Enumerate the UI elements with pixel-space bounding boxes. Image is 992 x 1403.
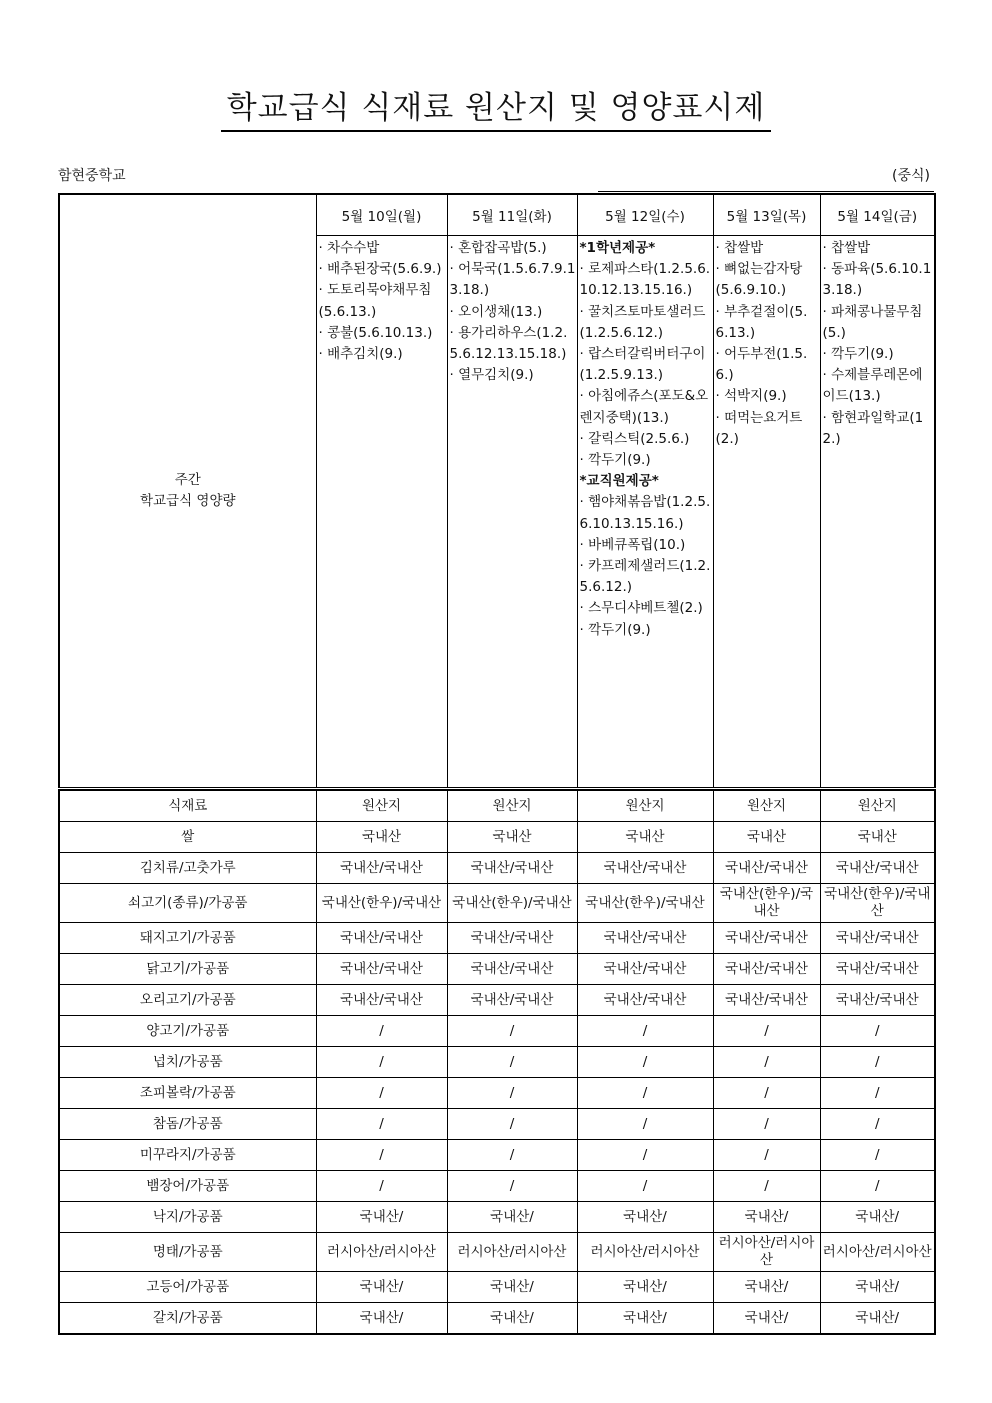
origin-value: / <box>447 1078 577 1109</box>
menu-item: · 배추된장국(5.6.9.) <box>318 261 442 278</box>
origin-value: 국내산/ <box>447 1272 577 1303</box>
origin-value: 러시아산/러시아산 <box>577 1233 713 1272</box>
menu-item: · 부추겉절이(5.6.13.) <box>715 303 808 341</box>
origin-value: 국내산/ <box>820 1272 935 1303</box>
menu-item: · 스무디샤베트첼(2.) <box>579 600 703 617</box>
origin-value: 국내산 <box>577 822 713 853</box>
meal-type: (중식) <box>892 168 930 184</box>
menu-item: · 차수수밥 <box>318 240 380 256</box>
origin-value: 국내산/국내산 <box>820 954 935 985</box>
nutrition-label-line1: 주간 <box>174 472 201 488</box>
origin-value: / <box>316 1109 447 1140</box>
menu-item: · 혼합잡곡밥(5.) <box>449 240 547 256</box>
origin-value: 국내산/국내산 <box>713 853 820 884</box>
menu-item: · 함현과일학교(12.) <box>822 409 924 447</box>
menu-cell <box>820 236 935 789</box>
origin-value: 국내산/ <box>713 1272 820 1303</box>
ingredient-name: 쌀 <box>59 822 316 853</box>
origin-value: 국내산 <box>316 822 447 853</box>
origin-value: 국내산/ <box>316 1202 447 1233</box>
ingredient-name: 닭고기/가공품 <box>59 954 316 985</box>
day-header: 5월 10일(월) <box>316 194 447 236</box>
origin-value: / <box>577 1109 713 1140</box>
origin-value: / <box>820 1078 935 1109</box>
menu-item: · 콩불(5.6.10.13.) <box>318 324 433 341</box>
origin-value: / <box>820 1016 935 1047</box>
menu-item: · 어두부전(1.5.6.) <box>715 346 808 384</box>
menu-item: · 갈릭스틱(2.5.6.) <box>579 430 690 447</box>
origin-value: 국내산/국내산 <box>713 923 820 954</box>
origin-value: 국내산/ <box>820 1202 935 1233</box>
origin-value: 국내산/ <box>447 1202 577 1233</box>
ingredient-row <box>59 884 935 923</box>
origin-value: 국내산/ <box>820 1303 935 1335</box>
menu-item: · 깍두기(9.) <box>822 346 894 363</box>
origin-value: / <box>820 1171 935 1202</box>
nutrition-label-line2: 학교급식 영양량 <box>139 493 236 509</box>
origin-value: 국내산/ <box>577 1303 713 1335</box>
menu-item: · 랍스터갈릭버터구이(1.2.5.9.13.) <box>579 346 706 384</box>
origin-value: / <box>316 1047 447 1078</box>
ingredient-name: 조피볼락/가공품 <box>59 1078 316 1109</box>
origin-value: 국내산/국내산 <box>713 985 820 1016</box>
ingredient-row <box>59 1109 935 1140</box>
ingredient-row <box>59 1303 935 1335</box>
menu-item: · 아침에쥬스(포도&오렌지중택)(13.) <box>579 388 709 426</box>
menu-item: · 어묵국(1.5.6.7.9.13.18.) <box>449 261 576 299</box>
menu-origin-table <box>58 193 936 1335</box>
day-header: 5월 12일(수) <box>577 194 713 236</box>
origin-value: 국내산/국내산 <box>820 923 935 954</box>
menu-item: · 로제파스타(1.2.5.6.10.12.13.15.16.) <box>579 261 711 299</box>
origin-value: 국내산(한우)/국내산 <box>447 884 577 923</box>
menu-cell <box>316 236 447 789</box>
origin-value: 국내산(한우)/국내산 <box>820 884 935 923</box>
ingredient-name: 넙치/가공품 <box>59 1047 316 1078</box>
origin-value: / <box>713 1140 820 1171</box>
origin-value: 국내산/국내산 <box>316 923 447 954</box>
origin-header-row <box>59 791 935 822</box>
menu-cell <box>577 236 713 789</box>
origin-value: / <box>820 1109 935 1140</box>
menu-item: · 찹쌀밥 <box>715 240 764 256</box>
origin-value: 국내산/국내산 <box>447 954 577 985</box>
menu-item: · 꿀치즈토마토샐러드(1.2.5.6.12.) <box>579 303 706 341</box>
ingredient-name: 미꾸라지/가공품 <box>59 1140 316 1171</box>
origin-value: 국내산/국내산 <box>447 985 577 1016</box>
origin-value: 국내산/국내산 <box>820 853 935 884</box>
ingredient-header: 식재료 <box>59 791 316 822</box>
menu-item: · 떠먹는요거트(2.) <box>715 409 803 447</box>
origin-value: 국내산/국내산 <box>577 923 713 954</box>
day-header-row <box>59 194 935 236</box>
origin-value: 국내산/국내산 <box>316 853 447 884</box>
origin-header: 원산지 <box>713 791 820 822</box>
menu-section-heading: *1학년제공* <box>579 240 656 256</box>
origin-value: / <box>447 1171 577 1202</box>
ingredient-name: 뱀장어/가공품 <box>59 1171 316 1202</box>
origin-value: 국내산/ <box>713 1303 820 1335</box>
origin-value: 국내산/ <box>447 1303 577 1335</box>
origin-header: 원산지 <box>316 791 447 822</box>
origin-value: / <box>577 1140 713 1171</box>
origin-value: 국내산(한우)/국내산 <box>713 884 820 923</box>
ingredient-name: 오리고기/가공품 <box>59 985 316 1016</box>
menu-item: · 도토리묵야채무침(5.6.13.) <box>318 282 432 320</box>
origin-value: 국내산/국내산 <box>316 985 447 1016</box>
origin-value: / <box>713 1047 820 1078</box>
origin-value: 국내산/국내산 <box>820 985 935 1016</box>
menu-item: · 오이생채(13.) <box>449 303 543 320</box>
origin-value: / <box>316 1171 447 1202</box>
ingredient-row <box>59 1016 935 1047</box>
origin-value: / <box>713 1078 820 1109</box>
menu-cell <box>447 236 577 789</box>
origin-value: 국내산 <box>820 822 935 853</box>
header-rule <box>598 191 934 192</box>
menu-item: · 용가리하우스(1.2.5.6.12.13.15.18.) <box>449 324 568 363</box>
origin-value: / <box>713 1109 820 1140</box>
menu-item: · 깍두기(9.) <box>579 621 651 638</box>
menu-item: · 수제블루레몬에이드(13.) <box>822 367 923 405</box>
ingredient-name: 낙지/가공품 <box>59 1202 316 1233</box>
origin-value: 국내산/국내산 <box>447 923 577 954</box>
origin-value: / <box>316 1016 447 1047</box>
origin-value: 국내산/국내산 <box>713 954 820 985</box>
document-title-wrap <box>0 88 992 132</box>
origin-value: 국내산/ <box>713 1202 820 1233</box>
menu-item: · 뼈없는감자탕(5.6.9.10.) <box>715 261 803 299</box>
ingredient-row <box>59 1078 935 1109</box>
nutrition-label-cell <box>59 194 316 789</box>
menu-item: · 파채콩나물무침(5.) <box>822 303 923 341</box>
origin-value: 국내산(한우)/국내산 <box>316 884 447 923</box>
origin-value: / <box>447 1016 577 1047</box>
menu-item: · 카프레제샐러드(1.2.5.6.12.) <box>579 558 711 596</box>
ingredient-row <box>59 1272 935 1303</box>
origin-value: / <box>447 1047 577 1078</box>
ingredient-name: 양고기/가공품 <box>59 1016 316 1047</box>
origin-value: 국내산/ <box>316 1303 447 1335</box>
document-title: 학교급식 식재료 원산지 및 영양표시제 <box>221 88 772 132</box>
menu-section-heading: *교직원제공* <box>579 473 659 490</box>
origin-value: 국내산/국내산 <box>316 954 447 985</box>
ingredient-row <box>59 1202 935 1233</box>
origin-value: / <box>577 1047 713 1078</box>
ingredient-row <box>59 1047 935 1078</box>
origin-value: 국내산/ <box>577 1202 713 1233</box>
ingredient-row <box>59 822 935 853</box>
day-header: 5월 11일(화) <box>447 194 577 236</box>
menu-item: · 열무김치(9.) <box>449 367 534 384</box>
ingredient-row <box>59 853 935 884</box>
school-name: 함현중학교 <box>58 168 126 184</box>
origin-value: / <box>713 1016 820 1047</box>
ingredient-row <box>59 954 935 985</box>
origin-value: / <box>577 1171 713 1202</box>
day-header: 5월 13일(목) <box>713 194 820 236</box>
day-header: 5월 14일(금) <box>820 194 935 236</box>
origin-header: 원산지 <box>577 791 713 822</box>
ingredient-name: 돼지고기/가공품 <box>59 923 316 954</box>
origin-value: / <box>316 1140 447 1171</box>
origin-value: 국내산/국내산 <box>577 954 713 985</box>
origin-value: 국내산/ <box>577 1272 713 1303</box>
origin-value: 국내산 <box>447 822 577 853</box>
origin-value: 국내산(한우)/국내산 <box>577 884 713 923</box>
origin-value: / <box>577 1078 713 1109</box>
menu-item: · 깍두기(9.) <box>579 452 651 469</box>
ingredient-name: 고등어/가공품 <box>59 1272 316 1303</box>
origin-header: 원산지 <box>447 791 577 822</box>
menu-item: · 바베큐폭립(10.) <box>579 536 686 553</box>
origin-value: / <box>316 1078 447 1109</box>
origin-value: 국내산/국내산 <box>447 853 577 884</box>
ingredient-name: 명태/가공품 <box>59 1233 316 1272</box>
menu-item: · 석박지(9.) <box>715 388 787 405</box>
origin-value: / <box>447 1140 577 1171</box>
ingredient-row <box>59 985 935 1016</box>
ingredient-name: 김치류/고춧가루 <box>59 853 316 884</box>
ingredient-row <box>59 1233 935 1272</box>
origin-value: 러시아산/러시아산 <box>820 1233 935 1272</box>
ingredient-row <box>59 1140 935 1171</box>
menu-item: · 동파육(5.6.10.13.18.) <box>822 261 932 299</box>
origin-value: / <box>820 1047 935 1078</box>
ingredient-row <box>59 1171 935 1202</box>
menu-cell <box>713 236 820 789</box>
origin-value: 국내산 <box>713 822 820 853</box>
origin-value: 국내산/국내산 <box>577 853 713 884</box>
origin-value: / <box>447 1109 577 1140</box>
menu-item: · 햄야채볶음밥(1.2.5.6.10.13.15.16.) <box>579 494 711 532</box>
origin-value: 국내산/국내산 <box>577 985 713 1016</box>
origin-value: / <box>820 1140 935 1171</box>
origin-value: 러시아산/러시아산 <box>316 1233 447 1272</box>
ingredient-name: 참돔/가공품 <box>59 1109 316 1140</box>
origin-header: 원산지 <box>820 791 935 822</box>
origin-value: 국내산/ <box>316 1272 447 1303</box>
ingredient-name: 쇠고기(종류)/가공품 <box>59 884 316 923</box>
ingredient-row <box>59 923 935 954</box>
origin-value: 러시아산/러시아산 <box>447 1233 577 1272</box>
menu-item: · 배추김치(9.) <box>318 346 403 363</box>
origin-value: / <box>577 1016 713 1047</box>
origin-value: 러시아산/러시아산 <box>713 1233 820 1272</box>
origin-value: / <box>713 1171 820 1202</box>
menu-item: · 찹쌀밥 <box>822 240 871 256</box>
ingredient-name: 갈치/가공품 <box>59 1303 316 1335</box>
